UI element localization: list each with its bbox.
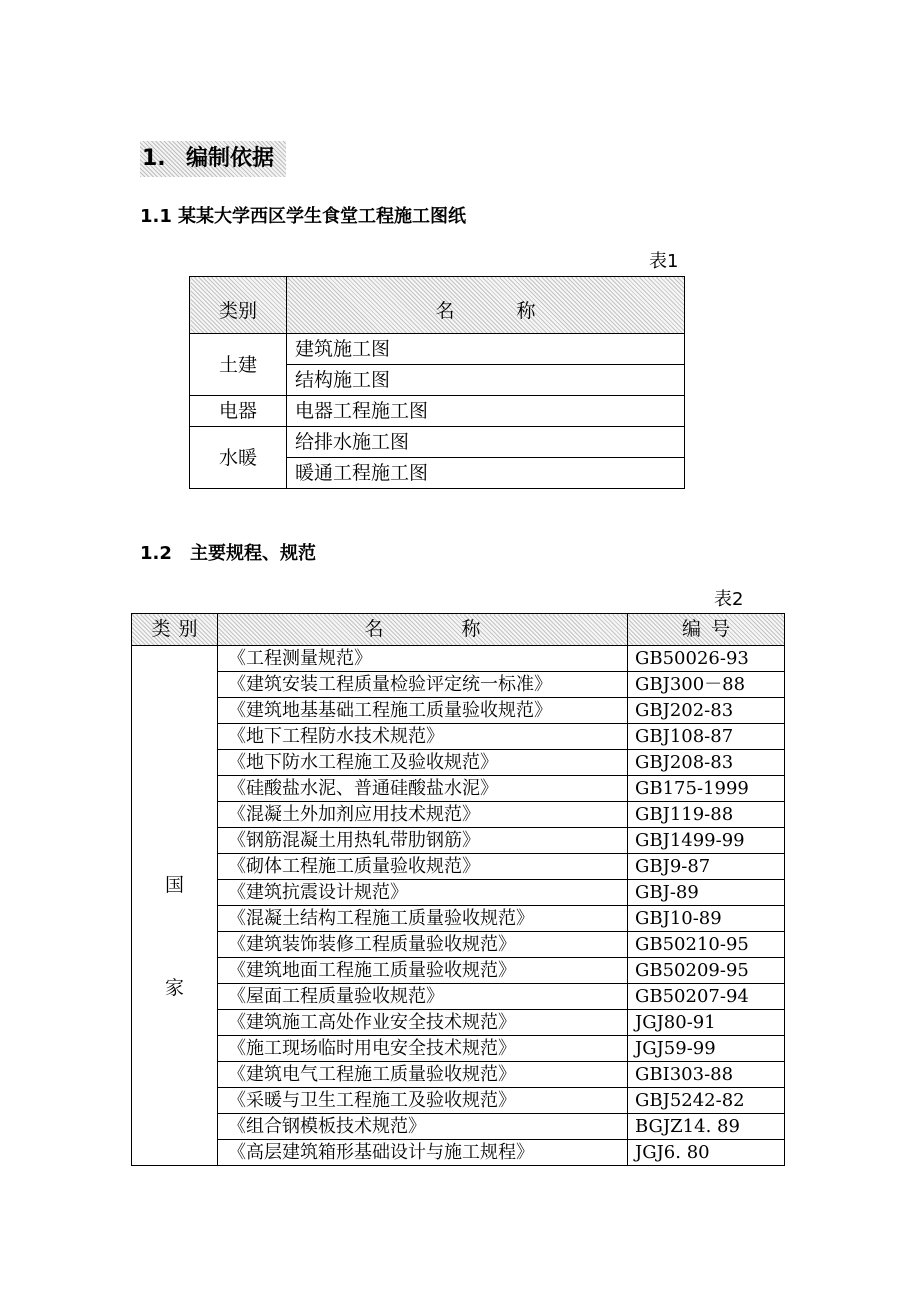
table2-caption: 表2 [714,589,744,610]
category-cell: 水暖 [190,427,287,489]
name-cell: 结构施工图 [287,365,685,396]
table-row [132,906,785,932]
header-name [287,277,685,334]
drawings-table [189,276,685,489]
standard-name: 《组合钢模板技术规范》 [218,1114,628,1140]
section-number: 1. [142,146,166,171]
standard-code: GB50209-95 [628,958,785,984]
table-row [132,1062,785,1088]
table-row [132,1010,785,1036]
standard-name: 《砌体工程施工质量验收规范》 [218,854,628,880]
header-name-char-2: 称 [461,618,481,640]
category-char-2: 家 [164,976,184,999]
subsection-heading-1-1 [140,205,466,229]
category-char-1: 国 [164,873,184,896]
standard-name: 《地下防水工程施工及验收规范》 [218,750,628,776]
header-code [628,614,785,646]
standard-code: GBJ9-87 [628,854,785,880]
standard-code: GB50026-93 [628,646,785,672]
header-name-char-2: 称 [516,300,536,322]
table-row [132,958,785,984]
subsection-heading-1-2 [140,542,316,566]
category-cell [132,646,218,1166]
table-row [132,776,785,802]
header-category-char-2: 别 [178,618,198,640]
name-cell: 给排水施工图 [287,427,685,458]
table-row [132,984,785,1010]
standard-code: JGJ59-99 [628,1036,785,1062]
standard-code: GBJ5242-82 [628,1088,785,1114]
header-category-char-1: 类 [151,618,171,640]
header-code-char-1: 编 [681,618,701,640]
standard-code: GBJ108-87 [628,724,785,750]
standard-code: GBJ300－88 [628,672,785,698]
table-row [132,724,785,750]
standard-name: 《建筑抗震设计规范》 [218,880,628,906]
standard-name: 《硅酸盐水泥、普通硅酸盐水泥》 [218,776,628,802]
standard-name: 《建筑施工高处作业安全技术规范》 [218,1010,628,1036]
table-row [132,932,785,958]
category-cell: 土建 [190,334,287,396]
table-row [132,1114,785,1140]
section-heading-1 [140,141,286,177]
standard-code: GB175-1999 [628,776,785,802]
standard-name: 《施工现场临时用电安全技术规范》 [218,1036,628,1062]
name-cell: 暖通工程施工图 [287,458,685,489]
table-row [132,1140,785,1166]
subsection-number: 1.2 [140,543,172,564]
table-row [132,854,785,880]
standard-name: 《高层建筑箱形基础设计与施工规程》 [218,1140,628,1166]
table-header-row [190,277,685,334]
table-row [132,672,785,698]
subsection-number: 1.1 [140,206,172,227]
header-code-char-2: 号 [711,618,731,640]
standard-code: GBJ119-88 [628,802,785,828]
name-cell: 电器工程施工图 [287,396,685,427]
table-row [190,427,685,458]
subsection-title: 主要规程、规范 [190,543,316,564]
table1-caption: 表1 [649,251,679,272]
name-cell: 建筑施工图 [287,334,685,365]
standard-name: 《建筑地面工程施工质量验收规范》 [218,958,628,984]
standard-code: GBJ1499-99 [628,828,785,854]
table-row [132,880,785,906]
standard-name: 《建筑地基基础工程施工质量验收规范》 [218,698,628,724]
standard-code: GBJ208-83 [628,750,785,776]
standard-name: 《屋面工程质量验收规范》 [218,984,628,1010]
standard-code: GB50207-94 [628,984,785,1010]
standard-name: 《混凝土外加剂应用技术规范》 [218,802,628,828]
standard-name: 《建筑装饰装修工程质量验收规范》 [218,932,628,958]
header-name [218,614,628,646]
standards-table [131,613,785,1166]
standard-name: 《混凝土结构工程施工质量验收规范》 [218,906,628,932]
header-category [132,614,218,646]
table-header-row [132,614,785,646]
table-row [190,334,685,365]
standard-code: JGJ6. 80 [628,1140,785,1166]
standard-name: 《地下工程防水技术规范》 [218,724,628,750]
table-row [132,1036,785,1062]
table-row [190,396,685,427]
header-name-char-1: 名 [364,618,384,640]
standard-code: GBJ10-89 [628,906,785,932]
standard-code: GBJ-89 [628,880,785,906]
table-row [132,646,785,672]
standard-name: 《采暖与卫生工程施工及验收规范》 [218,1088,628,1114]
header-category: 类别 [190,277,287,334]
table-row [132,750,785,776]
standard-code: BGJZ14. 89 [628,1114,785,1140]
category-cell: 电器 [190,396,287,427]
standard-name: 《钢筋混凝土用热轧带肋钢筋》 [218,828,628,854]
standard-name: 《工程测量规范》 [218,646,628,672]
standard-name: 《建筑电气工程施工质量验收规范》 [218,1062,628,1088]
standard-code: GBJ202-83 [628,698,785,724]
subsection-title: 某某大学西区学生食堂工程施工图纸 [178,206,466,227]
section-title: 编制依据 [186,146,275,171]
table-row [132,698,785,724]
standard-name: 《建筑安装工程质量检验评定统一标准》 [218,672,628,698]
standard-code: GBI303-88 [628,1062,785,1088]
header-name-char-1: 名 [435,300,455,322]
standard-code: GB50210-95 [628,932,785,958]
standard-code: JGJ80-91 [628,1010,785,1036]
table-row [132,1088,785,1114]
table-row [132,828,785,854]
table-row [132,802,785,828]
